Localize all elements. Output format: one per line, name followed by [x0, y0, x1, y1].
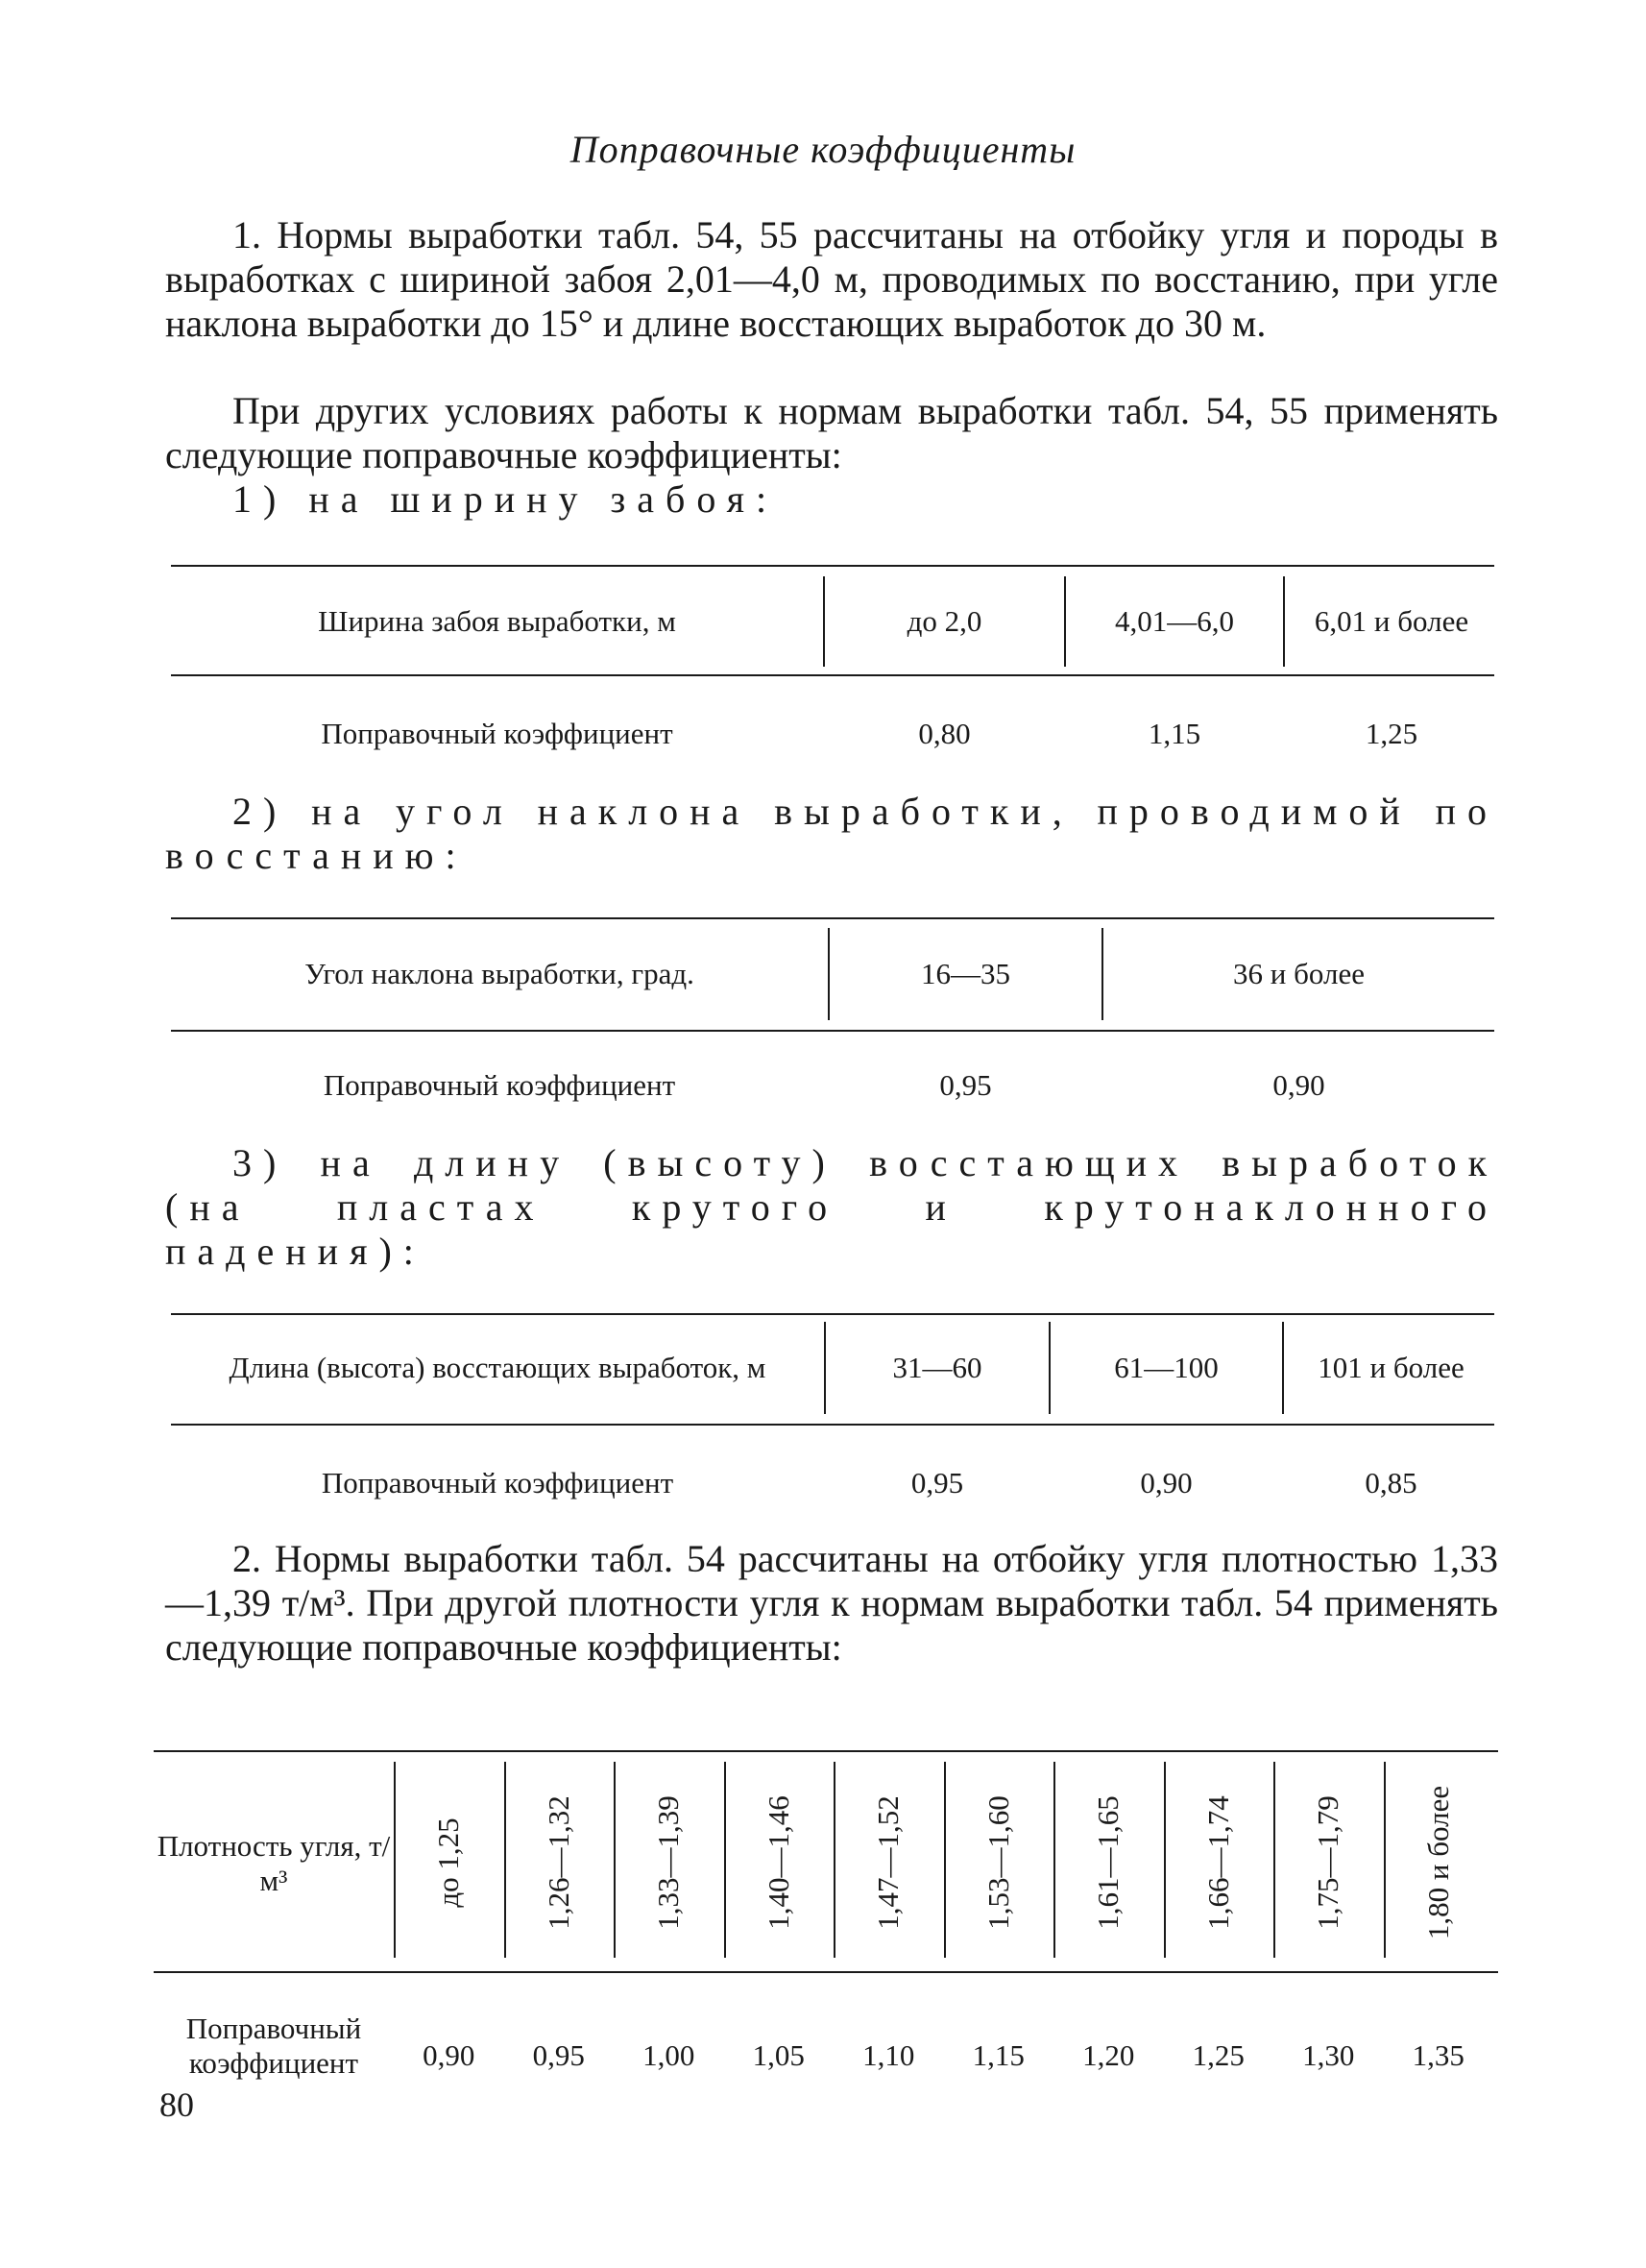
table1-value: 1,25 [1365, 717, 1418, 750]
table4-column-header: 1,33—1,39 [651, 1795, 686, 1930]
table3-row-label: Поправочный коэффициент [321, 1466, 674, 1500]
table2-column-header: 16—35 [921, 957, 1010, 990]
table4-column-header: 1,75—1,79 [1311, 1795, 1345, 1930]
page-number: 80 [159, 2085, 194, 2124]
table2-top-rule [171, 917, 1494, 919]
table4-column-header: 1,61—1,65 [1091, 1795, 1126, 1930]
table4-divider [394, 1762, 396, 1958]
table4-value: 1,10 [862, 2038, 915, 2072]
table4-divider [1053, 1762, 1055, 1958]
section-2-title: 2) на угол наклона выработки, проводимой по восстанию: [165, 790, 1498, 877]
table4-value: 1,00 [642, 2038, 695, 2072]
table4-column-header: до 1,25 [431, 1817, 466, 1908]
table1-header-rule [171, 674, 1494, 676]
table3-value: 0,95 [910, 1466, 964, 1500]
table2-row-label: Поправочный коэффициент [323, 1068, 676, 1102]
table4-column-header: 1,66—1,74 [1200, 1795, 1235, 1930]
paragraph-2: При других условиях работы к нормам выработки табл. 54, 55 применять следующие поправочные коэффициенты: [165, 389, 1498, 476]
table3-header-label: Длина (высота) восстающих выработок, м [229, 1351, 766, 1384]
table1-column-header: 6,01 и более [1314, 604, 1469, 638]
table4-value: 1,30 [1302, 2038, 1355, 2072]
table2-header-label: Угол наклона выработки, град. [304, 957, 694, 990]
table4-divider [1273, 1762, 1275, 1958]
table2-column-header: 36 и более [1233, 957, 1365, 990]
table1-top-rule [171, 565, 1494, 567]
table4-column-header: 1,26—1,32 [541, 1795, 575, 1930]
table4-value: 0,90 [423, 2038, 475, 2072]
table3-column-header: 101 и более [1318, 1351, 1464, 1384]
table2-value: 0,90 [1272, 1068, 1325, 1102]
table4-top-rule [154, 1750, 1498, 1752]
table1-value: 1,15 [1148, 717, 1201, 750]
table3-header-rule [171, 1424, 1494, 1426]
section-3-title: 3) на длину (высоту) восстающих выработок (на пластах крутого и крутонаклонного падения): [165, 1141, 1498, 1273]
table1-column-header: до 2,0 [907, 604, 982, 638]
table3-top-rule [171, 1313, 1494, 1315]
paragraph-1: 1. Нормы выработки табл. 54, 55 рассчитаны на отбойку угля и породы в выработках с шириной забоя 2,01—4,0 м, проводимых по восстанию, при угле наклона выработки до 15° и длине восстающих выработок до 30 м. [165, 213, 1498, 345]
table4-value: 1,05 [752, 2038, 805, 2072]
table1-row-label: Поправочный коэффициент [321, 717, 673, 750]
table4-divider [944, 1762, 946, 1958]
table4-divider [614, 1762, 616, 1958]
table4-divider [724, 1762, 726, 1958]
table4-value: 0,95 [532, 2038, 585, 2072]
table1-value: 0,80 [918, 717, 971, 750]
table2-header-rule [171, 1030, 1494, 1032]
section-heading: Поправочные коэффициенты [569, 128, 1077, 171]
table4-header-rule [154, 1971, 1498, 1973]
paragraph-3: 2. Нормы выработки табл. 54 рассчитаны на отбойку угля плотностью 1,33—1,39 т/м³. При другой плотности угля к нормам выработки табл. 54 применять следующие поправочные коэффициенты: [165, 1537, 1498, 1669]
table4-divider [1164, 1762, 1166, 1958]
table3-value: 0,90 [1140, 1466, 1193, 1500]
table3-column-header: 31—60 [892, 1351, 982, 1384]
table3-value: 0,85 [1365, 1466, 1417, 1500]
table1-column-header: 4,01—6,0 [1115, 604, 1234, 638]
table4-value: 1,25 [1192, 2038, 1245, 2072]
table4-divider [1384, 1762, 1386, 1958]
table4-value: 1,35 [1412, 2038, 1464, 2072]
table4-value: 1,20 [1082, 2038, 1135, 2072]
table4-column-header: 1,53—1,60 [980, 1795, 1015, 1930]
table3-column-header: 61—100 [1114, 1351, 1219, 1384]
table4-column-header: 1,80 и более [1420, 1785, 1455, 1940]
section-1-title: 1) на ширину забоя: [232, 477, 779, 521]
table4-divider [834, 1762, 835, 1958]
table4-header-label: Плотность угля, т/м³ [157, 1829, 391, 1897]
table2-value: 0,95 [939, 1068, 992, 1102]
table4-divider [504, 1762, 506, 1958]
table4-column-header: 1,47—1,52 [871, 1795, 906, 1930]
table4-column-header: 1,40—1,46 [761, 1795, 795, 1930]
table4-value: 1,15 [972, 2038, 1025, 2072]
table4-row-label: Поправочный коэффициент [185, 2012, 362, 2080]
table1-header-label: Ширина забоя выработки, м [318, 604, 676, 638]
